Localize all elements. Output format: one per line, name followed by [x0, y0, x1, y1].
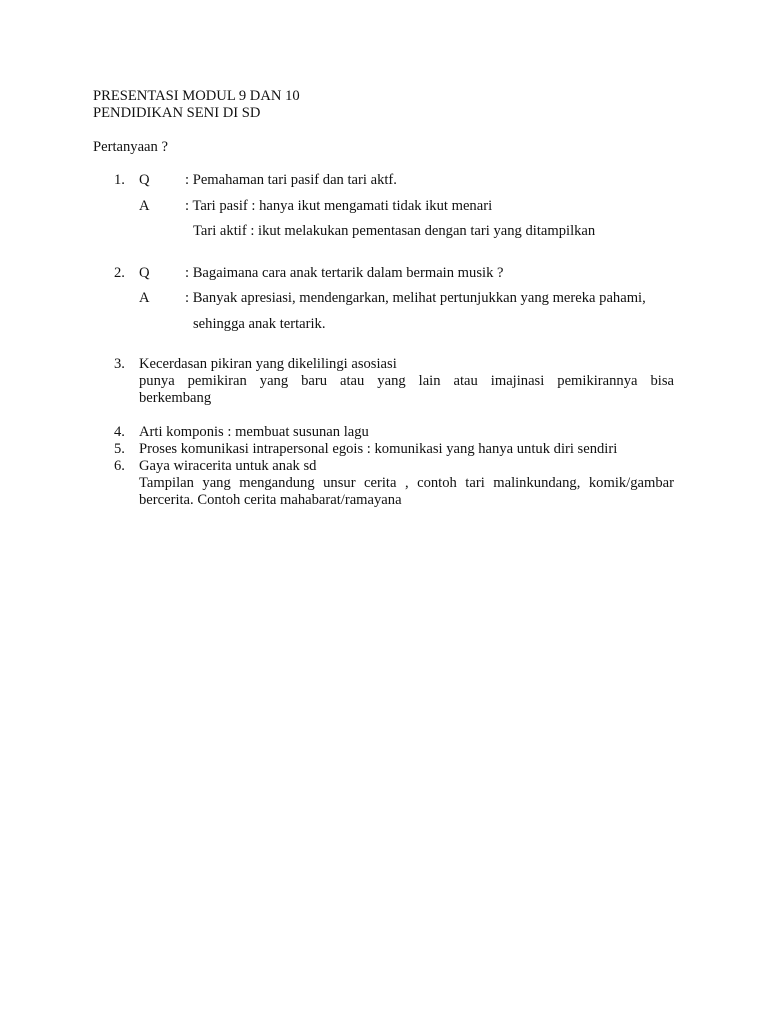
answer-label: A	[139, 198, 150, 214]
item-detail-line: punya pemikiran yang baru atau yang lain atau imajinasi pemikirannya bisa	[139, 373, 674, 389]
item-detail-line: bercerita. Contoh cerita mahabarat/ramayana	[139, 492, 402, 508]
question-label: Q	[139, 265, 150, 281]
item-number: 4.	[114, 424, 125, 440]
item-number: 6.	[114, 458, 125, 474]
item-number: 5.	[114, 441, 125, 457]
question-text: : Pemahaman tari pasif dan tari aktf.	[185, 172, 397, 188]
document-subtitle: PENDIDIKAN SENI DI SD	[93, 105, 261, 121]
answer-text: : Banyak apresiasi, mendengarkan, melihat pertunjukkan yang mereka pahami,	[185, 290, 646, 306]
item-text: Gaya wiracerita untuk anak sd	[139, 458, 317, 474]
item-detail-line: berkembang	[139, 390, 212, 406]
item-number: 2.	[114, 265, 125, 281]
questions-heading: Pertanyaan ?	[93, 139, 168, 155]
answer-continuation-text: Tari aktif : ikut melakukan pementasan dengan tari yang ditampilkan	[193, 223, 596, 239]
item-text: Kecerdasan pikiran yang dikelilingi asosiasi	[139, 356, 397, 372]
item-detail-line: Tampilan yang mengandung unsur cerita , contoh tari malinkundang, komik/gambar	[139, 475, 674, 491]
answer-text: : Tari pasif : hanya ikut mengamati tidak ikut menari	[185, 198, 493, 214]
question-text: : Bagaimana cara anak tertarik dalam bermain musik ?	[185, 265, 504, 281]
item-text: Proses komunikasi intrapersonal egois : komunikasi yang hanya untuk diri sendiri	[139, 441, 618, 457]
item-text: Arti komponis : membuat susunan lagu	[139, 424, 369, 440]
document-title: PRESENTASI MODUL 9 DAN 10	[93, 88, 300, 104]
answer-label: A	[139, 290, 150, 306]
answer-continuation-text: sehingga anak tertarik.	[193, 316, 326, 332]
item-number: 3.	[114, 356, 125, 372]
item-number: 1.	[114, 172, 125, 188]
question-label: Q	[139, 172, 150, 188]
